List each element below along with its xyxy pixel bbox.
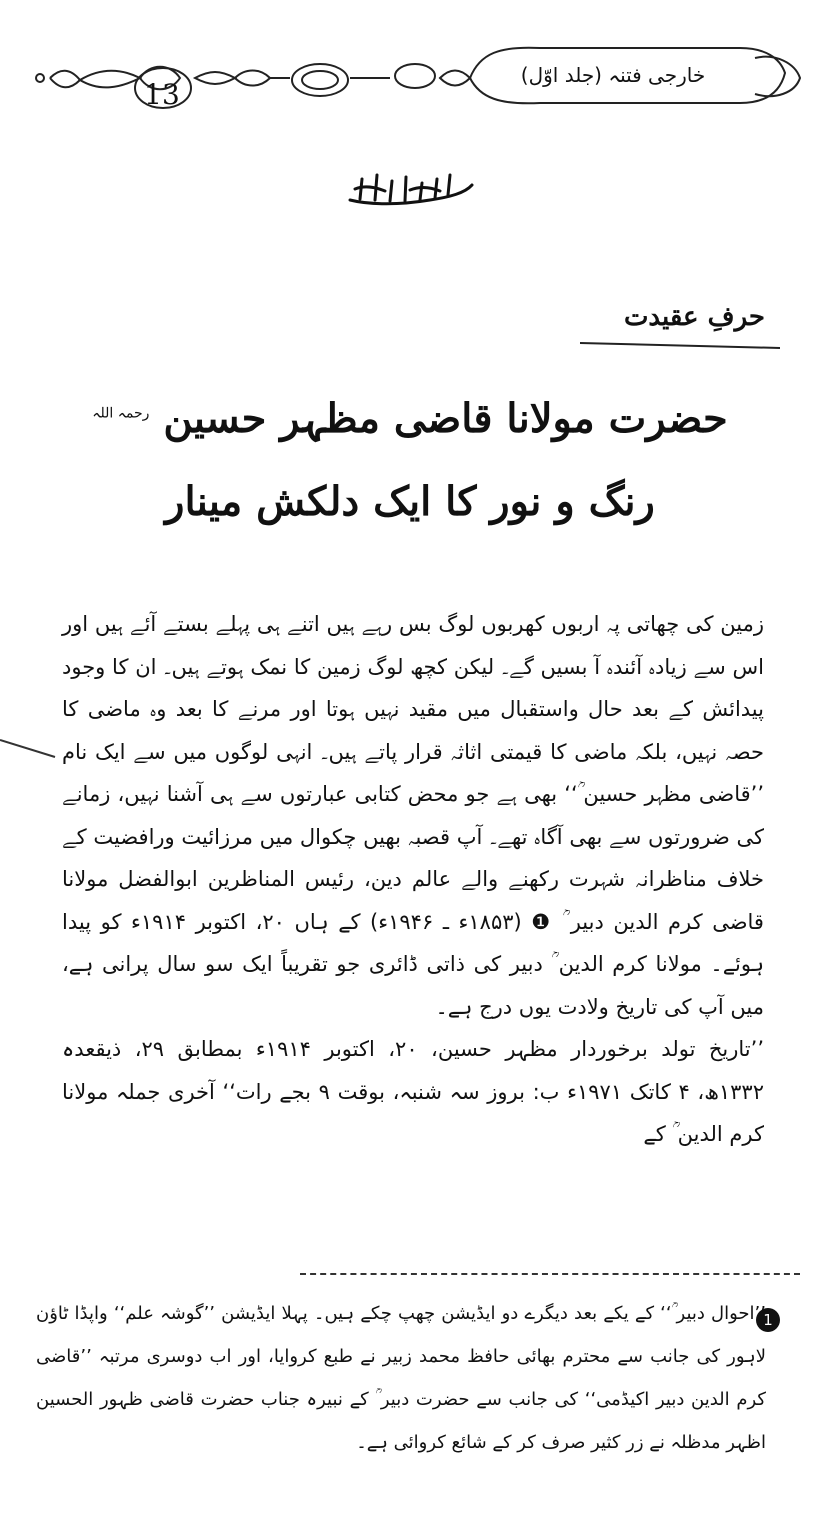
body-paragraph-quote: ’’تاریخ تولد برخوردار مظہر حسین، ۲۰، اکتوبر ۱۹۱۴ء بمطابق ۲۹، ذیقعدہ ۱۳۳۲ھ، ۴ کاتک ۱۹۷۱ء ب: بروز سہ شنبہ، بوقت ۹ بجے رات‘‘ آخری جملہ مولانا کرم الدین ؒ کے bbox=[62, 1037, 764, 1146]
article-title bbox=[0, 395, 820, 442]
footnote-divider bbox=[300, 1273, 800, 1275]
article-subtitle: رنگ و نور کا ایک دلکش مینار bbox=[165, 478, 655, 525]
section-label: حرفِ عقیدت bbox=[623, 302, 765, 332]
footnote-text: ’’احوال دبیر ؒ‘‘ کے یکے بعد دیگرے دو ایڈیشن چھپ چکے ہیں۔ پہلا ایڈیشن ’’گوشہ علم‘‘ واپڈا ٹاؤن لاہور کی جانب سے محترم بھائی حافظ محمد زبیر نے طبع کروایا، اور اب دوسری مرتبہ ’’قاضی کرم الدین دبیر اکیڈمی‘‘ کی جانب سے حضرت دبیر ؒ کے نبیرہ جناب حضرت قاضی ظہور الحسین اظہر مدظلہ نے زر کثیر صرف کر کے شائع کروائی ہے۔ bbox=[36, 1303, 766, 1453]
body-paragraph: زمین کی چھاتی پہ اربوں کھربوں لوگ بس رہے ہیں اتنے ہی پہلے بستے آئے ہیں اور اس سے زیادہ آئندہ آ بسیں گے۔ لیکن کچھ لوگ زمین کا نمک ہوتے ہیں۔ ان کا وجود پیدائش کے بعد حال واستقبال میں مقید نہیں ہوتا اور مرنے کا بعد وہ ماضی کا حصہ نہیں، بلکہ ماضی کا قیمتی اثاثہ قرار پاتے ہیں۔ انہی لوگوں میں سے ایک نام ’’قاضی مظہر حسین ؒ‘‘ بھی ہے جو محض کتابی عبارتوں سے ہی آشنا نہیں، زمانے کی ضرورتوں سے بھی آگاہ تھے۔ آپ قصبہ بھیں چکوال میں مرزائیت ورافضیت کے خلاف مناظرانہ شہرت رکھنے والے عالم دین، رئیس المناظرین ابوالفضل مولانا قاضی کرم الدین دبیر ؒ ❶ (۱۸۵۳ء ـ ۱۹۴۶ء) کے ہاں ۲۰، اکتوبر ۱۹۱۴ء کو پیدا ہوئے۔ مولانا کرم الدین ؒ دبیر کی ذاتی ڈائری جو تقریباً ایک سو سال پرانی ہے، میں آپ کی تاریخ ولادت یوں درج ہے۔ bbox=[61, 612, 764, 1019]
honorific-mark: رحمہ اللہ bbox=[92, 405, 150, 422]
margin-pen-mark bbox=[0, 735, 60, 765]
footnote-marker: 1 bbox=[756, 1308, 780, 1332]
bismillah-calligraphy bbox=[340, 165, 480, 215]
page-number: 13 bbox=[144, 78, 180, 111]
section-underline bbox=[580, 340, 780, 352]
body-text bbox=[62, 603, 764, 1156]
running-title: خارجی فتنہ (جلد اوّل) bbox=[520, 63, 706, 87]
title-line-1: حضرت مولانا قاضی مظہر حسین bbox=[163, 395, 728, 442]
bismillah-calligraphy-icon bbox=[340, 165, 480, 215]
